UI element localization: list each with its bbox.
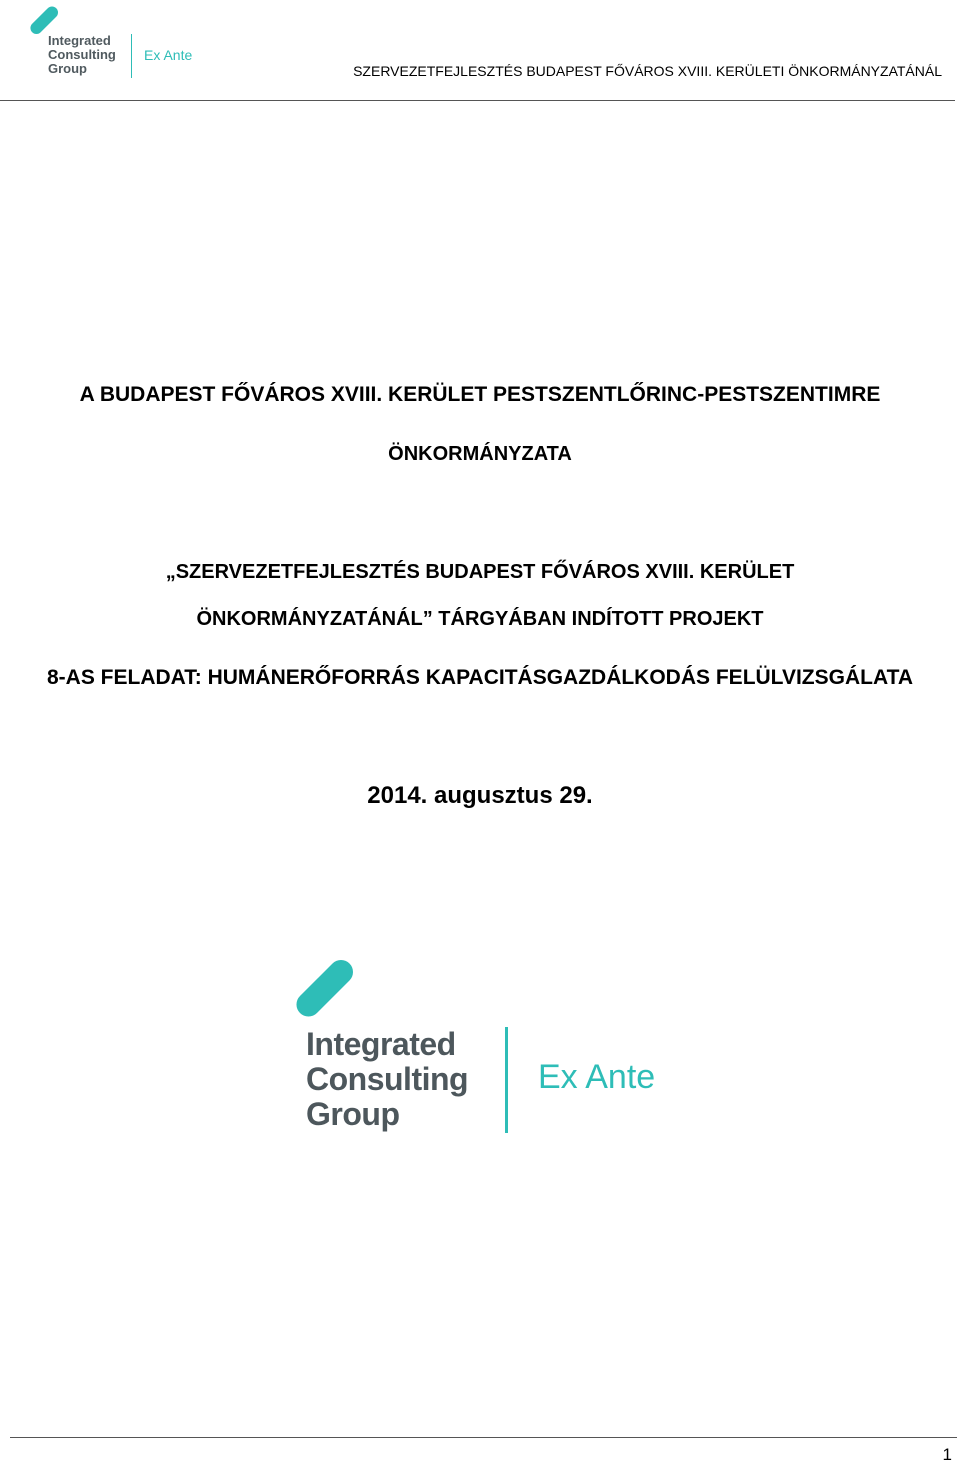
logo-wordmark	[306, 1027, 468, 1132]
logo-sub: Ex Ante	[538, 1058, 656, 1096]
logo-line-2: Consulting	[306, 1061, 469, 1097]
project-line-1: „SZERVEZETFEJLESZTÉS BUDAPEST FŐVÁROS XVIII. KERÜLET	[165, 561, 795, 583]
title-line-2: ÖNKORMÁNYZATA	[388, 443, 572, 465]
logo-divider	[131, 34, 132, 78]
logo-line-2: Consulting	[48, 47, 116, 62]
project-line-2: ÖNKORMÁNYZATÁNÁL” TÁRGYÁBAN INDÍTOTT PROJEKT	[196, 608, 764, 630]
logo-mark-icon	[28, 4, 61, 37]
logo-line-1: Integrated	[306, 1026, 456, 1062]
logo-sub: Ex Ante	[144, 47, 193, 63]
logo-divider	[505, 1027, 508, 1133]
logo-line-1: Integrated	[48, 33, 111, 48]
logo-wordmark	[48, 34, 116, 76]
task-title: 8-AS FELADAT: HUMÁNERŐFORRÁS KAPACITÁSGAZDÁLKODÁS FELÜLVIZSGÁLATA	[46, 666, 913, 689]
footer-divider	[10, 1437, 957, 1438]
logo-mark-icon	[292, 955, 358, 1021]
logo-line-3: Group	[306, 1096, 400, 1132]
page-number: 1	[942, 1445, 952, 1464]
company-logo	[300, 955, 680, 1145]
title-line-1: A BUDAPEST FŐVÁROS XVIII. KERÜLET PESTSZENTLŐRINC-PESTSZENTIMRE	[79, 383, 881, 406]
logo-line-3: Group	[48, 61, 87, 76]
header-logo	[44, 4, 204, 84]
document-date: 2014. augusztus 29.	[367, 782, 593, 809]
header-divider	[0, 100, 955, 101]
running-header-title: SZERVEZETFEJLESZTÉS BUDAPEST FŐVÁROS XVIII. KERÜLETI ÖNKORMÁNYZATÁNÁL	[353, 63, 942, 79]
